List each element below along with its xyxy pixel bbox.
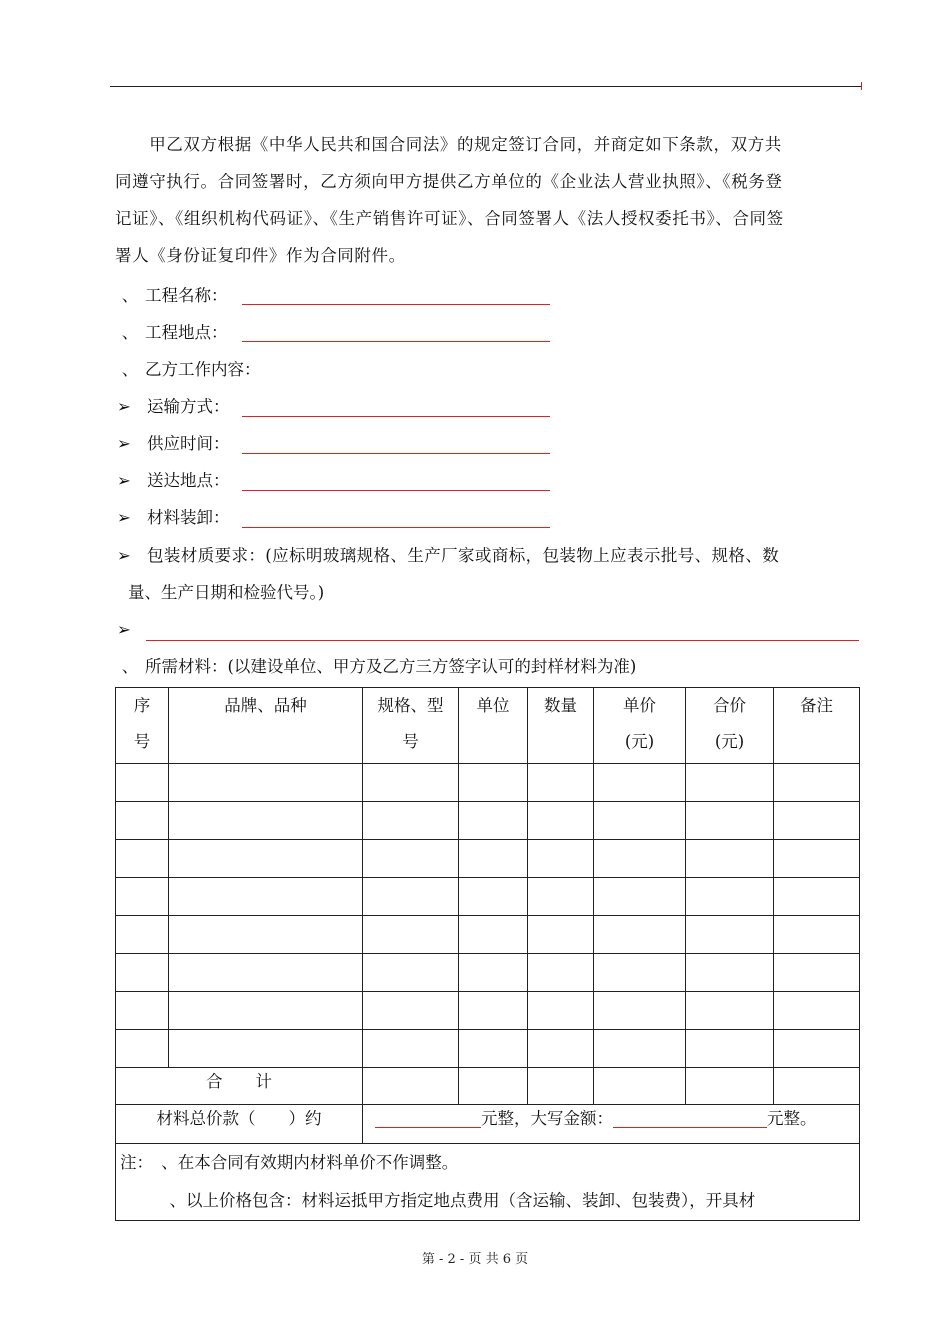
item-project-name (115, 277, 228, 314)
table-cell[interactable] (459, 764, 528, 802)
table-cell[interactable] (459, 878, 528, 916)
table-cell[interactable] (528, 840, 594, 878)
header-spec (363, 688, 459, 764)
table-cell[interactable] (686, 1030, 774, 1068)
table-cell[interactable] (116, 1030, 169, 1068)
table-cell[interactable] (528, 802, 594, 840)
table-cell[interactable] (116, 916, 169, 954)
header-qty-text: 数量 (544, 696, 577, 715)
header-qty (528, 688, 594, 764)
arrow-bullet-icon: ➢ (117, 434, 131, 453)
table-cell[interactable] (774, 840, 860, 878)
item-delivery-place (115, 462, 230, 499)
table-cell[interactable] (528, 992, 594, 1030)
table-row (116, 878, 860, 916)
table-cell[interactable] (686, 954, 774, 992)
total-label: 材料总价款（ ）约 (116, 1105, 363, 1144)
table-cell[interactable] (363, 878, 459, 916)
arrow-bullet-icon: ➢ (117, 397, 131, 416)
table-cell[interactable] (528, 1030, 594, 1068)
table-cell[interactable] (774, 802, 860, 840)
table-cell[interactable] (363, 1068, 459, 1105)
header-unit-price-1: 单价 (623, 696, 656, 715)
arrow-bullet-icon: ➢ (117, 471, 131, 490)
table-cell[interactable] (774, 1068, 860, 1105)
note-line-2: 、以上价格包含：材料运抵甲方指定地点费用（含运输、装卸、包装费），开具材 (120, 1191, 756, 1210)
project-location-label: 工程地点： (145, 323, 228, 342)
table-row (116, 916, 860, 954)
header-brand (169, 688, 363, 764)
intro-line: 同遵守执行。合同签署时，乙方须向甲方提供乙方单位的《企业法人营业执照》、《税务登 (115, 172, 783, 191)
item-mark: 、 (121, 657, 139, 676)
item-materials (115, 648, 636, 685)
table-cell[interactable] (363, 1030, 459, 1068)
note-cell (116, 1144, 860, 1221)
table-cell[interactable] (686, 878, 774, 916)
table-cell[interactable] (169, 954, 363, 992)
table-cell[interactable] (686, 840, 774, 878)
table-cell[interactable] (169, 764, 363, 802)
arrow-bullet-icon: ➢ (117, 508, 131, 527)
header-rule (110, 86, 862, 87)
item-transport (115, 388, 230, 425)
table-cell[interactable] (594, 764, 686, 802)
project-name-label: 工程名称： (145, 286, 228, 305)
transport-blank[interactable] (242, 416, 550, 417)
packaging-label-cont: 量、生产日期和检验代号。) (128, 583, 325, 602)
table-cell[interactable] (169, 840, 363, 878)
header-total-price-2: (元) (714, 732, 745, 751)
loading-label: 材料装卸： (147, 508, 230, 527)
header-spec-1: 规格、型 (377, 696, 444, 715)
table-cell[interactable] (169, 878, 363, 916)
table-cell[interactable] (774, 764, 860, 802)
table-row (116, 992, 860, 1030)
sum-label: 合 计 (116, 1068, 363, 1105)
table-cell[interactable] (774, 878, 860, 916)
header-remark (774, 688, 860, 764)
item-supply-time (115, 425, 230, 462)
table-cell[interactable] (116, 992, 169, 1030)
table-cell[interactable] (116, 802, 169, 840)
item-free-line (115, 611, 147, 648)
table-cell[interactable] (169, 916, 363, 954)
header-total-price (686, 688, 774, 764)
packaging-label: 包装材质要求：(应标明玻璃规格、生产厂家或商标，包装物上应表示批号、规格、数 (147, 546, 780, 565)
table-cell[interactable] (459, 954, 528, 992)
sum-row (116, 1068, 860, 1105)
table-cell[interactable] (774, 916, 860, 954)
table-cell[interactable] (686, 802, 774, 840)
table-cell[interactable] (774, 954, 860, 992)
table-row (116, 954, 860, 992)
item-mark: 、 (121, 360, 139, 379)
header-seq (116, 688, 169, 764)
intro-line: 甲乙双方根据《中华人民共和国合同法》的规定签订合同，并商定如下条款，双方共 (115, 135, 782, 154)
table-cell[interactable] (594, 992, 686, 1030)
supply-time-blank[interactable] (242, 453, 550, 454)
table-cell[interactable] (459, 840, 528, 878)
header-rule-mark (861, 82, 862, 90)
table-cell[interactable] (459, 916, 528, 954)
project-name-blank[interactable] (242, 304, 550, 305)
table-cell[interactable] (363, 954, 459, 992)
table-cell[interactable] (594, 954, 686, 992)
table-cell[interactable] (116, 878, 169, 916)
table-row (116, 1030, 860, 1068)
total-row (116, 1105, 860, 1144)
table-cell[interactable] (686, 764, 774, 802)
table-cell[interactable] (363, 992, 459, 1030)
header-remark-text: 备注 (800, 696, 833, 715)
intro-paragraph (115, 126, 860, 274)
table-cell[interactable] (528, 1068, 594, 1105)
free-text-blank[interactable] (146, 640, 859, 641)
table-cell[interactable] (774, 1030, 860, 1068)
item-loading (115, 499, 230, 536)
table-cell[interactable] (363, 802, 459, 840)
note-row (116, 1144, 860, 1221)
intro-line: 记证》、《组织机构代码证》、《生产销售许可证》、合同签署人《法人授权委托书》、合同签 (115, 209, 784, 228)
table-cell[interactable] (528, 916, 594, 954)
table-cell[interactable] (459, 992, 528, 1030)
item-mark: 、 (121, 286, 139, 305)
project-location-blank[interactable] (242, 341, 550, 342)
table-cell[interactable] (363, 916, 459, 954)
table-row (116, 764, 860, 802)
item-mark: 、 (121, 323, 139, 342)
total-amount-blank[interactable] (375, 1109, 481, 1128)
total-amount-cell (363, 1105, 860, 1144)
work-content-label: 乙方工作内容： (145, 360, 261, 379)
total-yuan-label: 元整，大写金额： (481, 1109, 613, 1128)
table-cell[interactable] (528, 878, 594, 916)
header-unit (459, 688, 528, 764)
note-line-1: 注： 、在本合同有效期内材料单价不作调整。 (120, 1153, 459, 1172)
table-body (116, 764, 860, 1068)
table-cell[interactable] (594, 916, 686, 954)
table-cell[interactable] (774, 992, 860, 1030)
table-cell[interactable] (686, 1068, 774, 1105)
table-cell[interactable] (169, 1030, 363, 1068)
header-unit-price (594, 688, 686, 764)
table-row (116, 840, 860, 878)
loading-blank[interactable] (242, 527, 550, 528)
header-total-price-1: 合价 (713, 696, 746, 715)
delivery-place-blank[interactable] (242, 490, 550, 491)
intro-line: 署人《身份证复印件》作为合同附件。 (115, 246, 406, 265)
header-unit-text: 单位 (476, 696, 510, 715)
table-cell[interactable] (594, 802, 686, 840)
table-cell[interactable] (169, 992, 363, 1030)
header-unit-price-2: (元) (624, 732, 655, 751)
supply-time-label: 供应时间： (147, 434, 230, 453)
table-cell[interactable] (594, 840, 686, 878)
table-cell[interactable] (459, 802, 528, 840)
header-brand-text: 品牌、品种 (224, 696, 307, 715)
table-cell[interactable] (594, 1068, 686, 1105)
table-cell[interactable] (686, 916, 774, 954)
arrow-bullet-icon: ➢ (117, 620, 131, 639)
table-cell[interactable] (459, 1030, 528, 1068)
table-cell[interactable] (459, 1068, 528, 1105)
item-packaging (115, 537, 779, 574)
table-row (116, 802, 860, 840)
transport-label: 运输方式： (147, 397, 230, 416)
table-cell[interactable] (686, 992, 774, 1030)
table-cell[interactable] (116, 840, 169, 878)
materials-table (115, 687, 860, 1221)
table-cell[interactable] (363, 840, 459, 878)
delivery-place-label: 送达地点： (147, 471, 230, 490)
table-cell[interactable] (528, 764, 594, 802)
header-seq-1: 序 (133, 696, 151, 715)
total-end-label: 元整。 (767, 1109, 817, 1128)
table-header-row (116, 688, 860, 764)
table-cell[interactable] (116, 764, 169, 802)
page-footer: 第 - 2 - 页 共 6 页 (421, 1252, 529, 1267)
total-amount-words-blank[interactable] (613, 1109, 767, 1128)
materials-heading: 所需材料：(以建设单位、甲方及乙方三方签字认可的封样材料为准) (145, 657, 637, 676)
item-project-location (115, 314, 228, 351)
table-cell[interactable] (594, 878, 686, 916)
item-packaging-cont (128, 574, 324, 611)
table-cell[interactable] (116, 954, 169, 992)
header-seq-2: 号 (133, 732, 151, 751)
item-work-content (115, 351, 261, 388)
table-cell[interactable] (363, 764, 459, 802)
table-cell[interactable] (169, 802, 363, 840)
table-cell[interactable] (594, 1030, 686, 1068)
arrow-bullet-icon: ➢ (117, 546, 131, 565)
table-cell[interactable] (528, 954, 594, 992)
header-spec-2: 号 (402, 732, 419, 751)
